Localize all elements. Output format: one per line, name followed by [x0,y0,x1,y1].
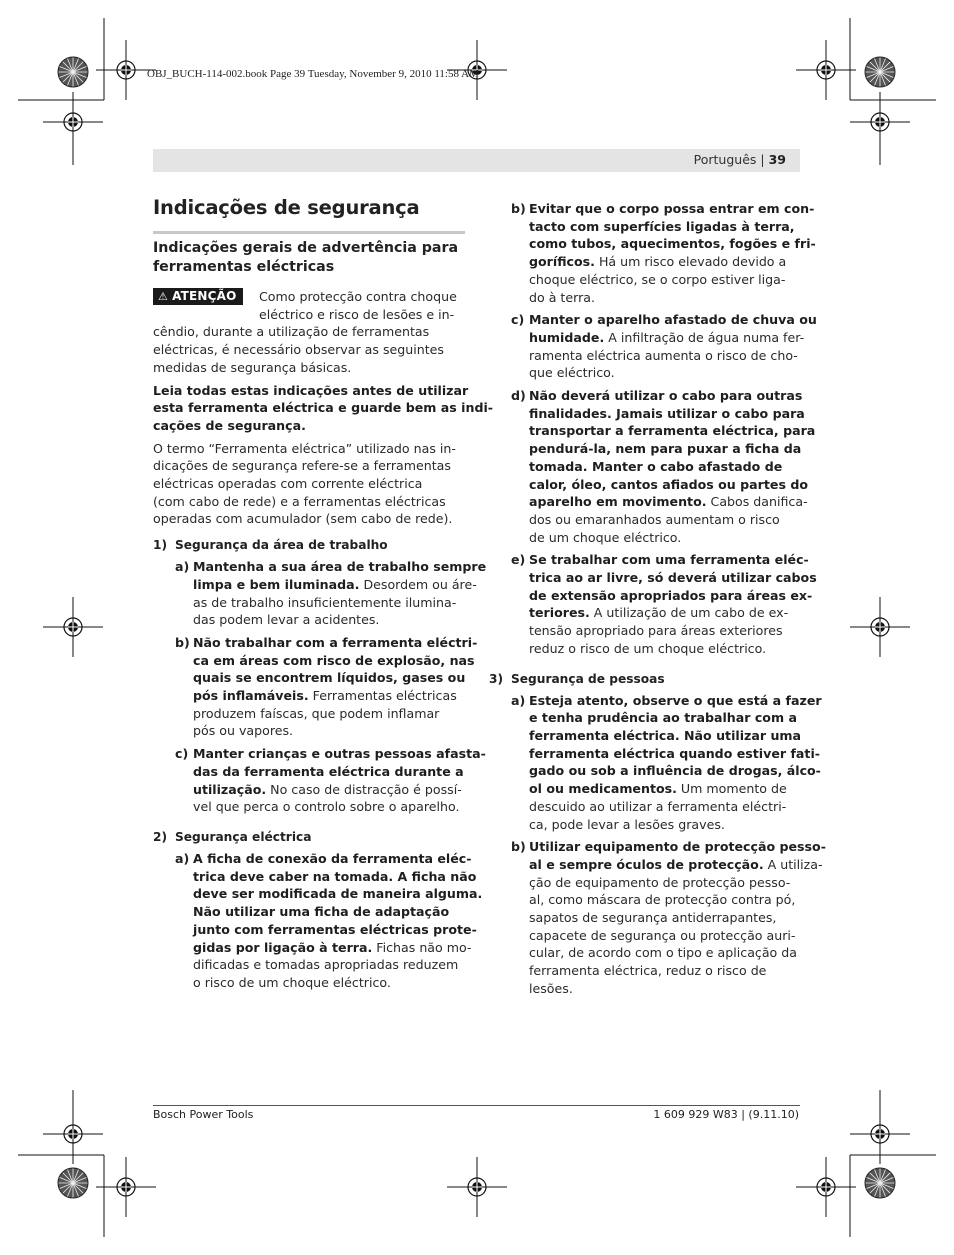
item-plain-text: reduz o risco de um choque eléctrico. [529,640,767,656]
section-heading [153,538,465,552]
item-line [529,622,801,640]
item-bold-text: gidas por ligação à terra. [193,939,373,955]
item-line [529,927,801,945]
item-bold-text: trica deve caber na tomada. A ficha não [193,868,477,884]
term-line: operadas com acumulador (sem cabo de rede). [153,511,453,527]
item-label: a) [511,692,526,708]
item-line [529,874,801,892]
header-text [694,152,786,167]
item-plain-text: Um momento de [676,781,787,797]
item-plain-text: ramenta eléctrica aumenta o risco de cho- [529,347,798,363]
item-line [529,640,801,658]
item-line [529,816,801,834]
item-bold-text: aparelho em movimento. [529,494,707,510]
item-bold-text: ol ou medicamentos. [529,781,677,797]
section-number: 2) [153,829,168,844]
item-text [529,838,826,997]
term-line: dicações de segurança refere-se a ferramentas [153,458,451,474]
safety-item [511,838,826,997]
item-bold-text: Não deverá utilizar o cabo para outras [529,388,803,404]
section-heading [153,830,465,844]
item-label: d) [511,388,526,404]
item-plain-text: choque eléctrico, se o corpo estiver liga- [529,271,786,287]
safety-item [511,387,816,546]
item-bold-text: deve ser modificada de maneira alguma. [193,886,483,902]
item-text [193,634,478,740]
item-line [529,218,801,236]
item-line [193,781,465,799]
file-info: OBJ_BUCH-114-002.book Page 39 Tuesday, November 9, 2010 11:58 AM [147,68,479,80]
item-bold-text: Mantenha a sua área de trabalho sempre [193,559,487,575]
item-line [193,669,465,687]
term-line: (com cabo de rede) e a ferramentas eléctricas [153,493,446,509]
section-title: Segurança de pessoas [511,671,665,686]
item-bold-text: junto com ferramentas eléctricas prote- [193,921,477,937]
item-line [529,944,801,962]
item-line [193,763,465,781]
warning-line: Como protecção contra choque [259,289,457,304]
item-plain-text: ca, pode levar a lesões graves. [529,816,725,832]
item-line [529,727,801,745]
item-plain-text: o risco de um choque eléctrico. [193,974,391,990]
right-column [489,200,826,1003]
item-plain-text: Fichas não mo- [372,939,472,955]
safety-item [153,745,486,816]
item-plain-text: descuido ao utilizar a ferramenta eléctri- [529,798,787,814]
item-plain-text: sapatos de segurança antiderrapantes, [529,910,777,926]
item-line [529,271,801,289]
item-plain-text: vel que perca o controlo sobre o aparelho. [193,799,460,815]
item-bold-text: Esteja atento, observe o que está a fazer [529,692,822,708]
item-line [193,939,472,957]
item-line [529,440,801,458]
warning-badge [153,288,243,305]
item-plain-text: as de trabalho insuficientemente ilumina- [193,594,457,610]
item-plain-text: do à terra. [529,289,595,305]
item-bold-text: transportar a ferramenta eléctrica, para [529,423,816,439]
item-line [529,980,801,998]
item-plain-text: Há um risco elevado devido a [594,254,787,270]
item-plain-text: que eléctrico. [529,365,615,381]
item-line [529,551,809,569]
sections-left [153,538,487,991]
footer-brand: Bosch Power Tools [153,1108,254,1121]
item-line [529,587,813,605]
item-bold-text: gado ou sob a influência de drogas, álco- [529,763,821,779]
item-text [193,558,487,629]
item-text [529,387,816,546]
item-label: a) [175,850,190,866]
item-line [529,253,801,271]
item-bold-text: calor, óleo, cantos afiados ou partes do [529,476,808,492]
item-line [529,458,801,476]
item-bold-text: al e sempre óculos de protecção. [529,856,764,872]
item-plain-text: A utilização de um cabo de ex- [589,605,789,621]
item-line [529,493,808,511]
item-line [193,745,486,763]
warning-badge-label: ATENÇÃO [172,289,237,303]
item-line [193,956,465,974]
item-line [193,611,465,629]
page-title: Indicações de segurança [153,196,420,219]
item-text [193,850,483,992]
term-line: eléctricas operadas com corrente eléctrica [153,476,423,492]
item-label: c) [511,312,525,328]
item-line [193,798,465,816]
warning-block [153,288,465,377]
item-line [529,476,808,494]
subtitle-line: Indicações gerais de advertência para [153,240,459,256]
section-title: Segurança eléctrica [175,829,312,844]
item-plain-text: A utiliza- [763,856,823,872]
item-line [193,850,472,868]
item-bold-text: Não utilizar uma ficha de adaptação [193,904,450,920]
item-bold-text: quais se encontrem líquidos, gases ou [193,670,466,686]
item-plain-text: ção de equipamento de protecção pesso- [529,874,791,890]
item-line [529,422,816,440]
item-plain-text: pós ou vapores. [193,723,294,739]
item-text [193,745,486,816]
item-plain-text: lesões. [529,980,573,996]
item-bold-text: Manter o aparelho afastado de chuva ou [529,312,817,328]
item-plain-text: No caso de distracção é possí- [266,781,462,797]
item-text [529,551,817,657]
item-line [529,387,801,405]
section-heading [489,672,801,686]
item-plain-text: Ferramentas eléctricas [308,688,457,704]
item-plain-text: dos ou emaranhados aumentam o risco [529,511,780,527]
item-line [529,891,801,909]
read-all-line: esta ferramenta eléctrica e guarde bem as indi- [153,400,494,416]
item-line [529,569,817,587]
item-bold-text: tacto com superfícies ligadas à terra, [529,218,795,234]
item-plain-text: A infiltração de água numa fer- [604,329,805,345]
title-rule [153,231,465,234]
item-plain-text: Cabos danifica- [706,494,808,510]
item-bold-text: goríficos. [529,254,595,270]
item-bold-text: ferramenta eléctrica. Não utilizar uma [529,727,802,743]
term-line: O termo “Ferramenta eléctrica” utilizado nas in- [153,440,456,456]
item-line [529,511,801,529]
item-plain-text: ferramenta eléctrica, reduz o risco de [529,963,767,979]
item-line [193,576,477,594]
item-plain-text: de um choque eléctrico. [529,529,682,545]
read-all-line: cações de segurança. [153,417,306,433]
read-all-instructions [153,382,494,435]
warning-line: eléctricas, é necessário observar as seguintes [153,342,444,358]
term-paragraph [153,440,465,529]
item-plain-text: cular, de acordo com o tipo e aplicação da [529,945,797,961]
item-line [529,692,822,710]
warning-triangle-icon: ⚠ [158,290,169,303]
subtitle-line: ferramentas eléctricas [153,259,335,275]
item-line [529,745,820,763]
item-plain-text: dificadas e tomadas apropriadas reduzem [193,957,459,973]
item-bold-text: Evitar que o corpo possa entrar em con- [529,201,815,216]
item-bold-text: pendurá-la, nem para puxar a ficha da [529,441,802,457]
item-plain-text: al, como máscara de protecção contra pó, [529,892,796,908]
item-line [529,909,801,927]
footer-doc-number: 1 609 929 W83 | (9.11.10) [653,1108,799,1121]
item-bold-text: A ficha de conexão da ferramenta eléc- [193,850,472,866]
item-line [529,798,801,816]
item-line [193,687,465,705]
section-title: Segurança da área de trabalho [175,538,388,553]
item-label: b) [511,201,526,216]
item-text [529,311,817,382]
item-line [193,974,465,992]
item-line [529,780,801,798]
item-text [529,200,816,306]
item-line [193,868,477,886]
item-line [193,594,465,612]
item-line [529,235,816,253]
footer-rule [153,1105,800,1106]
item-bold-text: como tubos, aquecimentos, fogões e fri- [529,236,816,252]
item-line [193,652,475,670]
safety-item [153,558,487,629]
item-label: b) [175,634,190,650]
item-line [193,921,477,939]
item-bold-text: limpa e bem iluminada. [193,576,360,592]
item-line [193,634,478,652]
item-label: c) [175,746,189,762]
sections-right [489,200,826,998]
item-label: a) [175,559,190,575]
item-text [529,692,822,834]
item-bold-text: Não trabalhar com a ferramenta eléctri- [193,634,478,650]
page-number: 39 [768,152,786,167]
item-bold-text: finalidades. Jamais utilizar o cabo para [529,405,805,421]
item-label: e) [511,552,526,568]
warning-line: medidas de segurança básicas. [153,359,352,375]
header-language: Português [693,152,757,167]
item-bold-text: teriores. [529,605,590,621]
item-line [529,962,801,980]
item-line [193,722,465,740]
item-line [529,311,817,329]
item-line [529,405,805,423]
item-line [193,885,483,903]
section-number: 3) [489,671,504,686]
item-line [529,347,801,365]
warning-line: eléctrico e risco de lesões e in- [259,306,455,322]
item-bold-text: trica ao ar livre, só deverá utilizar cabos [529,570,817,586]
item-bold-text: Se trabalhar com uma ferramenta eléc- [529,552,809,568]
item-bold-text: ca em áreas com risco de explosão, nas [193,652,475,668]
item-line [529,838,826,856]
safety-item [153,634,478,740]
item-bold-text: das da ferramenta eléctrica durante a [193,763,464,779]
item-line [529,529,801,547]
item-bold-text: e tenha prudência ao trabalhar com a [529,710,797,726]
item-label: b) [511,839,526,855]
item-bold-text: de extensão apropriados para áreas ex- [529,587,813,603]
page-header [153,149,800,172]
item-bold-text: utilização. [193,781,267,797]
safety-item [511,200,816,306]
item-line [529,604,801,622]
item-plain-text: produzem faíscas, que podem inflamar [193,705,440,721]
item-bold-text: Utilizar equipamento de protecção pesso- [529,839,826,855]
safety-item [153,850,483,992]
item-line [529,709,801,727]
item-bold-text: Manter crianças e outras pessoas afasta- [193,746,486,762]
item-plain-text: capacete de segurança ou protecção auri- [529,927,796,943]
item-plain-text: Desordem ou áre- [359,576,477,592]
section-number: 1) [153,538,168,553]
item-line [529,856,823,874]
item-bold-text: humidade. [529,329,605,345]
warning-line: cêndio, durante a utilização de ferramentas [153,324,430,340]
item-line [529,762,821,780]
item-line [529,364,801,382]
item-bold-text: pós inflamáveis. [193,688,309,704]
safety-item [511,692,822,834]
item-bold-text: tomada. Manter o cabo afastado de [529,458,783,474]
header-separator: | [760,152,765,167]
safety-item [511,311,817,382]
item-line [529,289,801,307]
section-subtitle [153,239,465,277]
item-bold-text: ferramenta eléctrica quando estiver fati- [529,745,820,761]
item-line [193,903,465,921]
item-line [529,200,815,218]
item-line [193,558,487,576]
item-line [193,705,465,723]
safety-item [511,551,817,657]
item-plain-text: das podem levar a acidentes. [193,612,380,628]
read-all-line: Leia todas estas indicações antes de utilizar [153,382,469,398]
left-column [153,196,494,997]
item-plain-text: tensão apropriado para áreas exteriores [529,623,783,639]
item-line [529,329,805,347]
